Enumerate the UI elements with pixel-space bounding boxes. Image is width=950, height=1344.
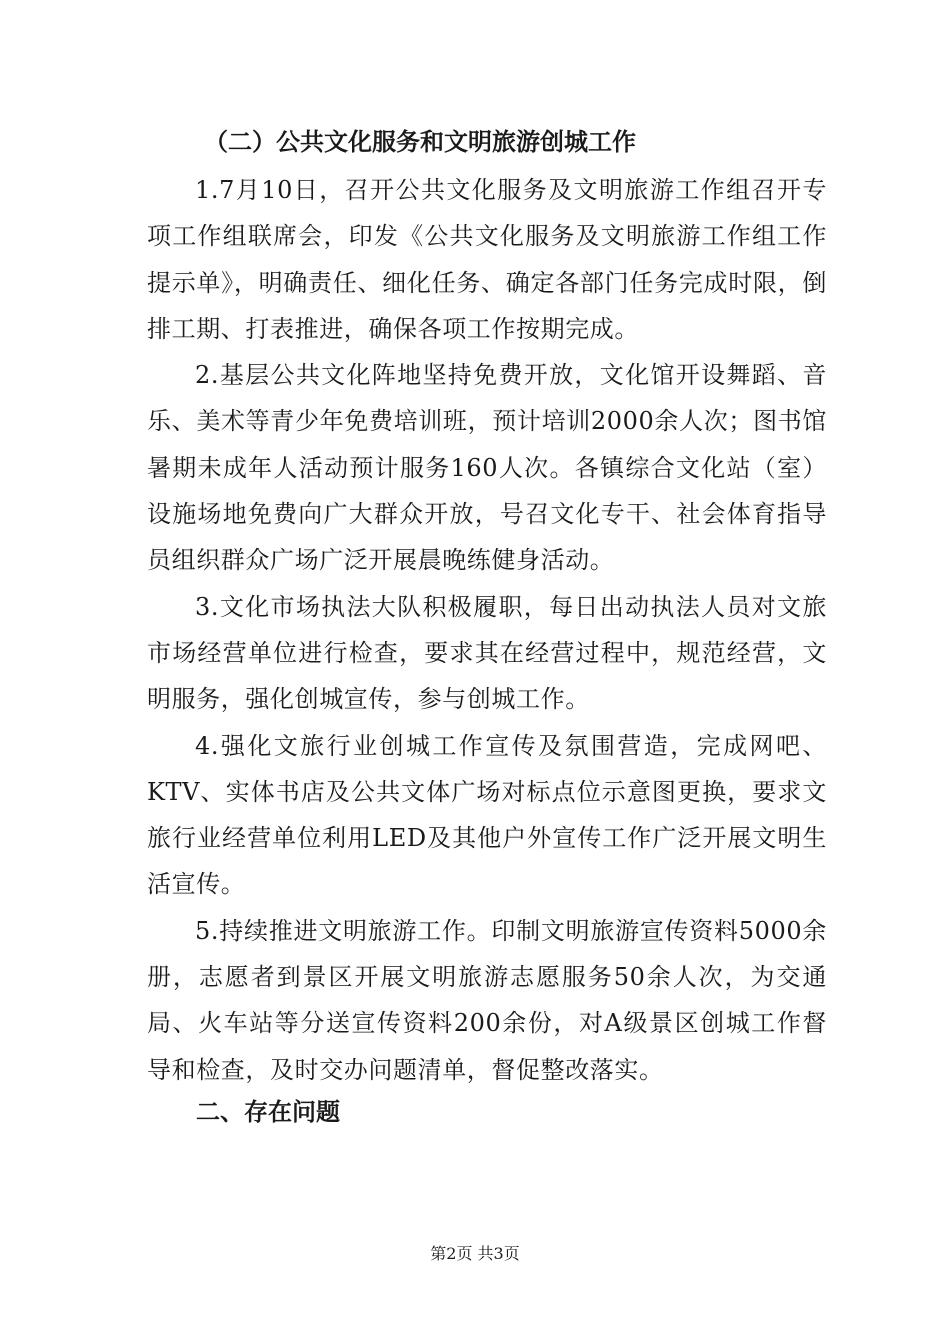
paragraph-3: 3.文化市场执法大队积极履职，每日出动执法人员对文旅市场经营单位进行检查，要求其在经营过程中，规范经营，文明服务，强化创城宣传，参与创城工作。 <box>147 592 827 714</box>
paragraph-4: 4.强化文旅行业创城工作宣传及氛围营造，完成网吧、KTV、实体书店及公共文体广场对标点位示意图更换，要求文旅行业经营单位利用LED及其他户外宣传工作广泛开展文明生活宣传。 <box>147 731 827 899</box>
section-heading: （二）公共文化服务和文明旅游创城工作 <box>204 128 636 156</box>
main-heading: 二、存在问题 <box>196 1098 340 1126</box>
paragraph-2: 2.基层公共文化阵地坚持免费开放，文化馆开设舞蹈、音乐、美术等青少年免费培训班，预计培训2000余人次；图书馆暑期未成年人活动预计服务160人次。各镇综合文化站（室）设施场地免费向广大群众开放，号召文化专干、社会体育指导员组织群众广场广泛开展晨晚练健身活动。 <box>147 361 827 575</box>
paragraph-1: 1.7月10日，召开公共文化服务及文明旅游工作组召开专项工作组联席会，印发《公共文化服务及文明旅游工作组工作提示单》，明确责任、细化任务、确定各部门任务完成时限，倒排工期、打表推进，确保各项工作按期完成。 <box>147 176 827 343</box>
body-text <box>147 167 827 1093</box>
page-footer: 第2页 共3页 <box>430 1244 520 1263</box>
paragraph-5: 5.持续推进文明旅游工作。印制文明旅游宣传资料5000余册，志愿者到景区开展文明旅游志愿服务50余人次，为交通局、火车站等分送宣传资料200余份，对A级景区创城工作督导和检查，及时交办问题清单，督促整改落实。 <box>147 916 827 1084</box>
